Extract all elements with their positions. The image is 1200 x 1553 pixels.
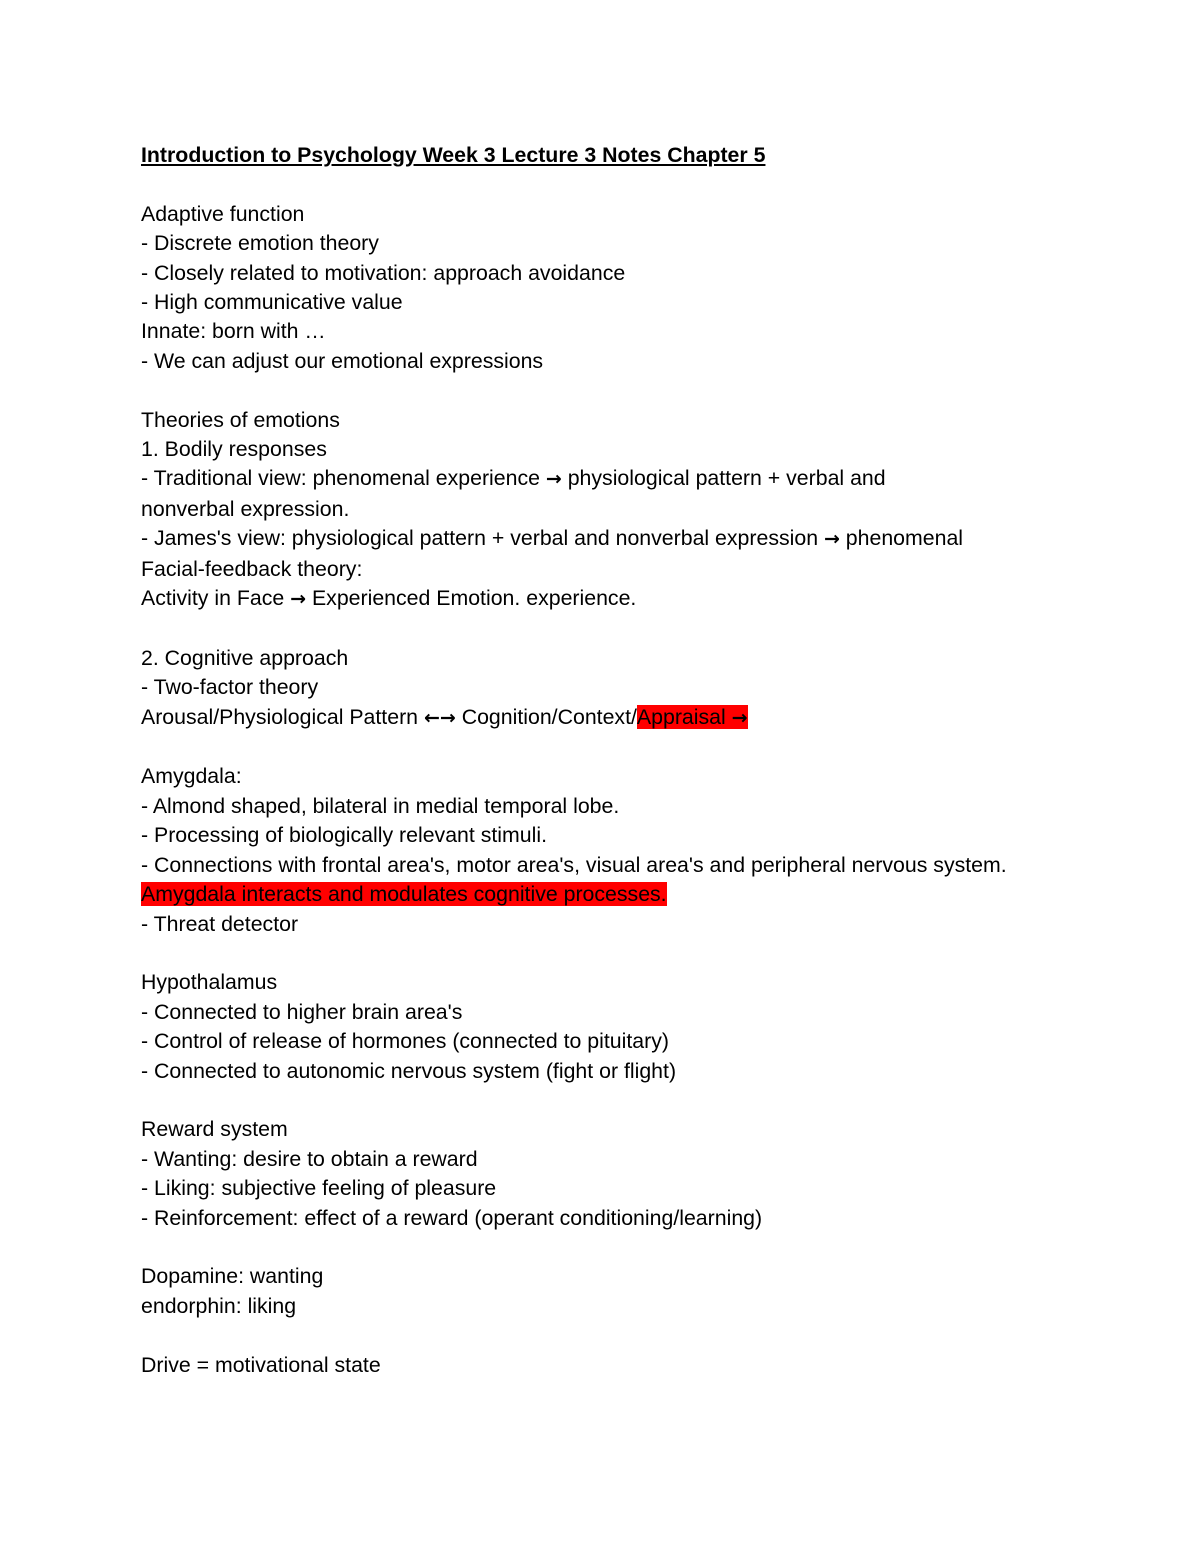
- traditional-view-text-a: - Traditional view: phenomenal experience: [141, 466, 546, 491]
- theories-line-1: 1. Bodily responses: [141, 437, 327, 462]
- hypothalamus-line-1: - Connected to higher brain area's: [141, 999, 463, 1024]
- arrow-right-icon: →: [823, 528, 840, 551]
- reward-line-2: - Liking: subjective feeling of pleasure: [141, 1176, 497, 1201]
- hypothalamus-line-3: - Connected to autonomic nervous system (fight or flight): [141, 1058, 677, 1083]
- reward-line-1: - Wanting: desire to obtain a reward: [141, 1146, 478, 1171]
- appraisal-text: Appraisal: [636, 704, 732, 729]
- theories-heading: Theories of emotions: [141, 407, 340, 432]
- facial-feedback-line: Facial-feedback theory:: [141, 556, 363, 581]
- spacer: [141, 939, 1101, 968]
- james-view-line: [141, 524, 1101, 554]
- hypothalamus-heading: Hypothalamus: [141, 970, 278, 995]
- spacer: [141, 614, 1101, 643]
- james-view-text-b: phenomenal: [839, 526, 964, 551]
- arrow-right-icon: →: [290, 588, 307, 611]
- arousal-text-b: Cognition/Context/: [455, 704, 637, 729]
- amygdala-line-4: [141, 880, 1101, 909]
- arousal-line: [141, 703, 1101, 733]
- activity-text-a: Activity in Face: [141, 586, 291, 611]
- amygdala-heading: Amygdala:: [141, 764, 242, 789]
- adaptive-line-1: - Discrete emotion theory: [141, 231, 379, 256]
- arrow-right-icon: →: [545, 468, 562, 491]
- reward-heading: Reward system: [141, 1117, 288, 1142]
- endorphin-line: endorphin: liking: [141, 1293, 297, 1318]
- adaptive-heading: Adaptive function: [141, 201, 305, 226]
- adaptive-line-2: - Closely related to motivation: approach avoidance: [141, 260, 626, 285]
- document-title: Introduction to Psychology Week 3 Lecture 3 Notes Chapter 5: [141, 143, 766, 167]
- document-page: [141, 141, 1101, 1380]
- amygdala-line-1: - Almond shaped, bilateral in medial temporal lobe.: [141, 793, 620, 818]
- spacer: [141, 1321, 1101, 1350]
- amygdala-line-5: - Threat detector: [141, 911, 299, 936]
- amygdala-line-3: - Connections with frontal area's, motor area's, visual area's and peripheral nervous system.: [141, 852, 1007, 877]
- spacer: [141, 1233, 1101, 1262]
- traditional-view-line: [141, 464, 981, 524]
- traditional-view-text-b: physiological pattern + verbal and nonverbal expression.: [141, 466, 886, 521]
- adaptive-line-4: Innate: born with …: [141, 319, 326, 344]
- spacer: [141, 170, 1101, 199]
- hypothalamus-line-2: - Control of release of hormones (connected to pituitary): [141, 1029, 669, 1054]
- adaptive-line-3: - High communicative value: [141, 290, 403, 315]
- reward-line-3: - Reinforcement: effect of a reward (operant conditioning/learning): [141, 1205, 763, 1230]
- cognitive-heading: 2. Cognitive approach: [141, 645, 349, 670]
- james-view-text-a: - James's view: physiological pattern + verbal and nonverbal expression: [141, 526, 824, 551]
- activity-face-line: [141, 584, 1101, 614]
- dopamine-line: Dopamine: wanting: [141, 1264, 324, 1289]
- spacer: [141, 376, 1101, 405]
- amygdala-line-2: - Processing of biologically relevant stimuli.: [141, 823, 547, 848]
- cognitive-line-1: - Two-factor theory: [141, 675, 319, 700]
- activity-text-b: Experienced Emotion. experience.: [306, 586, 637, 611]
- adaptive-line-5: - We can adjust our emotional expressions: [141, 348, 544, 373]
- arrow-both-icon: ←→: [423, 706, 456, 729]
- amygdala-highlight: Amygdala interacts and modulates cognitive processes.: [141, 882, 667, 907]
- arousal-text-a: Arousal/Physiological Pattern: [141, 704, 424, 729]
- arrow-right-icon: →: [731, 706, 748, 729]
- spacer: [141, 733, 1101, 762]
- spacer: [141, 1086, 1101, 1115]
- appraisal-highlight: [637, 705, 748, 729]
- drive-line: Drive = motivational state: [141, 1352, 381, 1377]
